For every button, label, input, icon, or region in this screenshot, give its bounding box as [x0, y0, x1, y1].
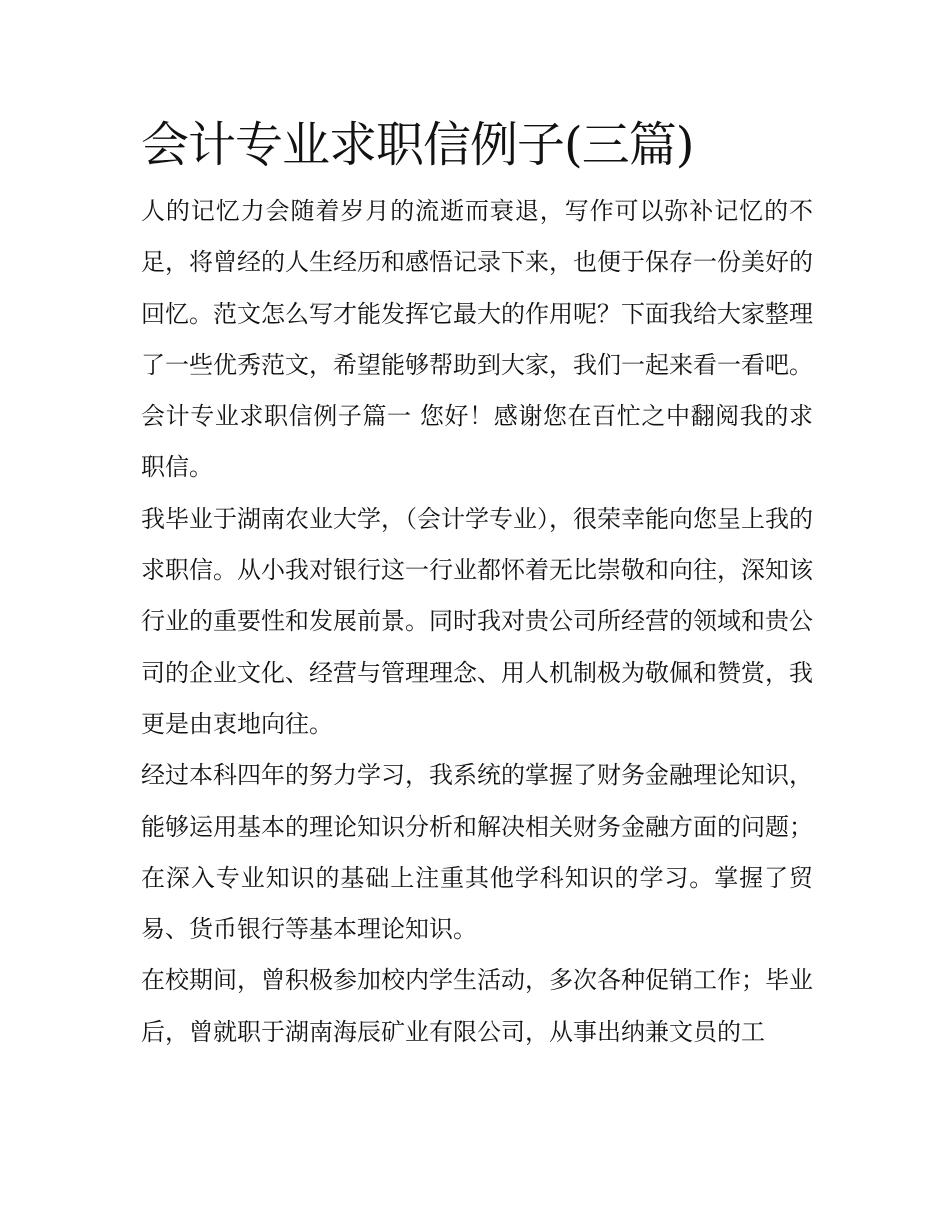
document-title: 会计专业求职信例子(三篇): [141, 117, 694, 173]
study-paragraph: 经过本科四年的努力学习，我系统的掌握了财务金融理论知识，能够运用基本的理论知识分析和解决相关财务金融方面的问题；在深入专业知识的基础上注重其他学科知识的学习。掌握了贸易、货币银行等基本理论知识。: [141, 761, 813, 944]
intro-paragraph: 人的记忆力会随着岁月的流逝而衰退，写作可以弥补记忆的不足，将曾经的人生经历和感悟记录下来，也便于保存一份美好的回忆。范文怎么写才能发挥它最大的作用呢？下面我给大家整理了一些优秀范文，希望能够帮助到大家，我们一起来看一看吧。: [141, 197, 813, 379]
experience-paragraph: 在校期间，曾积极参加校内学生活动，多次各种促销工作；毕业后，曾就职于湖南海辰矿业有限公司，从事出纳兼文员的工: [141, 966, 813, 1046]
document-body: [141, 112, 813, 1058]
education-paragraph: 我毕业于湖南农业大学，（会计学专业），很荣幸能向您呈上我的求职信。从小我对银行这一行业都怀着无比崇敬和向往，深知该行业的重要性和发展前景。同时我对贵公司所经营的领域和贵公司的企业文化、经营与管理理念、用人机制极为敬佩和赞赏，我更是由衷地向往。: [141, 504, 813, 738]
greeting-paragraph: 会计专业求职信例子篇一 您好！感谢您在百忙之中翻阅我的求职信。: [141, 402, 813, 482]
